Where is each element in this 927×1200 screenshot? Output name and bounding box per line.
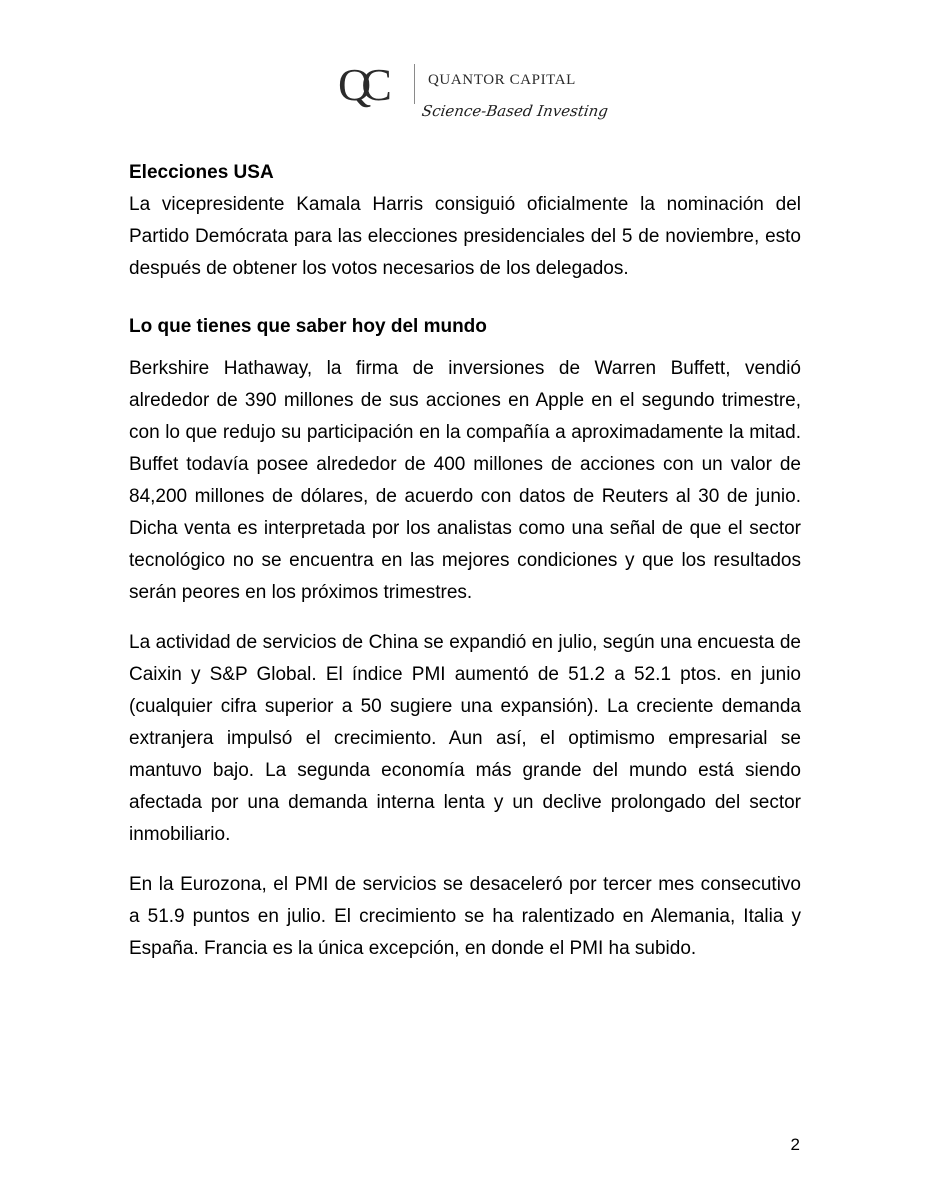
company-logo bbox=[336, 58, 610, 140]
document-body bbox=[129, 157, 801, 965]
company-tagline: Science-Based Investing bbox=[420, 102, 610, 120]
logo-divider bbox=[414, 64, 415, 104]
paragraph-elecciones: La vicepresidente Kamala Harris consiguió oficialmente la nominación del Partido Demócrata para las elecciones presidenciales del 5 de noviembre, esto después de obtener los votos necesarios de los delegados. bbox=[129, 194, 801, 279]
section-heading-mundo: Lo que tienes que saber hoy del mundo bbox=[129, 316, 487, 337]
company-name: QUANTOR CAPITAL bbox=[428, 72, 576, 88]
paragraph-berkshire: Berkshire Hathaway, la firma de inversiones de Warren Buffett, vendió alrededor de 390 millones de sus acciones en Apple en el segundo trimestre, con lo que redujo su participación en la compañía a aproximadamente la mitad. Buffet todavía posee alrededor de 400 millones de acciones con un valor de 84,200 millones de dólares, de acuerdo con datos de Reuters al 30 de junio. Dicha venta es interpretada por los analistas como una señal de que el sector tecnológico no se encuentra en las mejores condiciones y que los resultados serán peores en los próximos trimestres. bbox=[129, 358, 801, 603]
paragraph-china: La actividad de servicios de China se expandió en julio, según una encuesta de Caixin y S&P Global. El índice PMI aumentó de 51.2 a 52.1 ptos. en junio (cualquier cifra superior a 50 sugiere una expansión). La creciente demanda extranjera impulsó el crecimiento. Aun así, el optimismo empresarial se mantuvo bajo. La segunda economía más grande del mundo está siendo afectada por una demanda interna lenta y un declive prolongado del sector inmobiliario. bbox=[129, 632, 801, 845]
page-number: 2 bbox=[790, 1135, 800, 1154]
logo-monogram: QC bbox=[338, 59, 382, 110]
section-heading-elecciones: Elecciones USA bbox=[129, 162, 274, 183]
paragraph-eurozona: En la Eurozona, el PMI de servicios se desaceleró por tercer mes consecutivo a 51.9 puntos en julio. El crecimiento se ha ralentizado en Alemania, Italia y España. Francia es la única excepción, en donde el PMI ha subido. bbox=[129, 874, 801, 959]
